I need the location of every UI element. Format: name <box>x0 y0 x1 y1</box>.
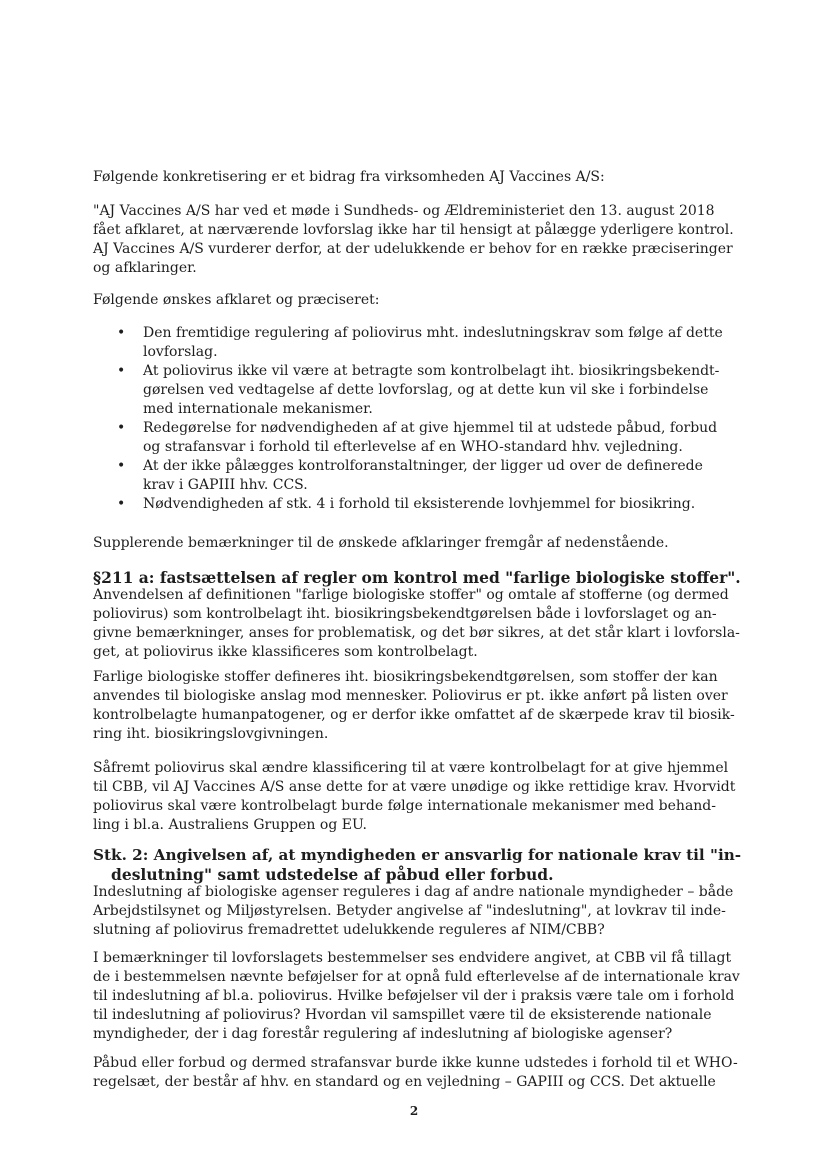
text-line: kontrolbelagte humanpatogener, og er derfor ikke omfattet af de skærpede krav til biosik- <box>93 707 735 723</box>
text-line: ling i bl.a. Australiens Gruppen og EU. <box>93 817 367 833</box>
text-line: lovforslag. <box>143 344 218 360</box>
heading-line: deslutning" samt udstedelse af påbud eller forbud. <box>111 865 554 884</box>
text-line: myndigheder, der i dag forestår regulering af indeslutning af biologiske agenser? <box>93 1026 673 1042</box>
text-line: til indeslutning af poliovirus? Hvordan vil samspillet være til de eksisterende nationale <box>93 1007 712 1023</box>
text-line: de i bestemmelsen nævnte beføjelser for at opnå fuld efterlevelse af de internationale krav <box>93 969 740 985</box>
section-1-paragraph-1 <box>93 586 740 662</box>
intro-paragraph: Følgende konkretisering er et bidrag fra virksomheden AJ Vaccines A/S: <box>93 169 605 185</box>
text-line: Den fremtidige regulering af poliovirus mht. indeslutningskrav som følge af dette <box>143 325 723 341</box>
list-item <box>93 457 703 495</box>
text-line: Anvendelsen af definitionen "farlige biologiske stoffer" og omtale af stofferne (og dermed <box>93 587 729 603</box>
text-line: Farlige biologiske stoffer defineres iht. biosikringsbekendtgørelsen, som stoffer der kan <box>93 669 718 685</box>
text-line: Såfremt poliovirus skal ændre klassificering til at være kontrolbelagt for at give hjemmel <box>93 760 729 776</box>
text-line: fået afklaret, at nærværende lovforslag ikke har til hensigt at pålægge yderligere kontrol. <box>93 222 734 238</box>
clarification-list <box>93 324 723 514</box>
text-line: poliovirus skal være kontrolbelagt burde følge internationale mekanismer med behand- <box>93 798 716 814</box>
list-item <box>93 362 720 419</box>
text-line: med internationale mekanismer. <box>143 401 373 417</box>
heading-line: Stk. 2: Angivelsen af, at myndigheden er ansvarlig for nationale krav til "in- <box>93 846 742 864</box>
text-line: Indeslutning af biologiske agenser reguleres i dag af andre nationale myndigheder – både <box>93 884 734 900</box>
text-line: At der ikke pålægges kontrolforanstaltninger, der ligger ud over de definerede <box>143 458 703 474</box>
bullet-icon: • <box>117 363 126 379</box>
section-2-heading <box>93 846 742 884</box>
bullet-icon: • <box>117 496 126 512</box>
supplement-paragraph: Supplerende bemærkninger til de ønskede afklaringer fremgår af nedenstående. <box>93 535 669 551</box>
text-line: "AJ Vaccines A/S har ved et møde i Sundheds- og Ældreministeriet den 13. august 2018 <box>93 203 715 219</box>
text-line: At poliovirus ikke vil være at betragte som kontrolbelagt iht. biosikringsbekendt- <box>143 363 720 379</box>
text-line: I bemærkninger til lovforslagets bestemmelser ses endvidere angivet, at CBB vil få tillagt <box>93 950 732 966</box>
text-line: ring iht. biosikringslovgivningen. <box>93 726 329 742</box>
list-item <box>93 419 718 457</box>
section-2-paragraph-3 <box>93 1054 738 1092</box>
text-line: til CBB, vil AJ Vaccines A/S anse dette for at være unødige og ikke rettidige krav. Hvorvidt <box>93 779 736 795</box>
section-1-paragraph-2 <box>93 668 735 744</box>
text-line: AJ Vaccines A/S vurderer derfor, at der udelukkende er behov for en række præciseringer <box>93 241 733 257</box>
bullet-icon: • <box>117 420 126 436</box>
text-line: Nødvendigheden af stk. 4 i forhold til eksisterende lovhjemmel for biosikring. <box>143 496 696 512</box>
text-line: Arbejdstilsynet og Miljøstyrelsen. Betyder angivelse af "indeslutning", at lovkrav til inde- <box>93 903 726 919</box>
text-line: get, at poliovirus ikke klassificeres som kontrolbelagt. <box>93 644 478 660</box>
text-line: poliovirus) som kontrolbelagt iht. biosikringsbekendtgørelsen både i lovforslaget og an- <box>93 606 717 622</box>
bullet-icon: • <box>117 325 126 341</box>
list-item <box>93 324 723 362</box>
text-line: slutning af poliovirus fremadrettet udelukkende reguleres af NIM/CBB? <box>93 922 605 938</box>
quote-paragraph <box>93 202 734 278</box>
text-line: og afklaringer. <box>93 260 197 276</box>
page-number: 2 <box>409 1104 419 1118</box>
section-1-heading: §211 a: fastsættelsen af regler om kontrol med "farlige biologiske stoffer". <box>93 568 741 587</box>
text-line: gørelsen ved vedtagelse af dette lovforslag, og at dette kun vil ske i forbindelse <box>143 382 709 398</box>
text-line: Redegørelse for nødvendigheden af at give hjemmel til at udstede påbud, forbud <box>143 420 718 436</box>
section-2-paragraph-2 <box>93 949 740 1044</box>
text-line: givne bemærkninger, anses for problematisk, og det bør sikres, at det står klart i lovforsla- <box>93 625 740 641</box>
text-line: Påbud eller forbud og dermed strafansvar burde ikke kunne udstedes i forhold til et WHO- <box>93 1055 738 1071</box>
bullet-icon: • <box>117 458 126 474</box>
text-line: krav i GAPIII hhv. CCS. <box>143 477 308 493</box>
section-1-paragraph-3 <box>93 759 736 835</box>
text-line: til indeslutning af bl.a. poliovirus. Hvilke beføjelser vil der i praksis være tale om i forhold <box>93 988 735 1004</box>
clarify-intro: Følgende ønskes afklaret og præciseret: <box>93 292 380 308</box>
text-line: og strafansvar i forhold til efterlevelse af en WHO-standard hhv. vejledning. <box>143 439 683 455</box>
text-line: regelsæt, der består af hhv. en standard og en vejledning – GAPIII og CCS. Det aktuelle <box>93 1074 716 1090</box>
text-line: anvendes til biologiske anslag mod mennesker. Poliovirus er pt. ikke anført på listen over <box>93 688 728 704</box>
list-item <box>93 495 696 514</box>
section-2-paragraph-1 <box>93 883 734 940</box>
